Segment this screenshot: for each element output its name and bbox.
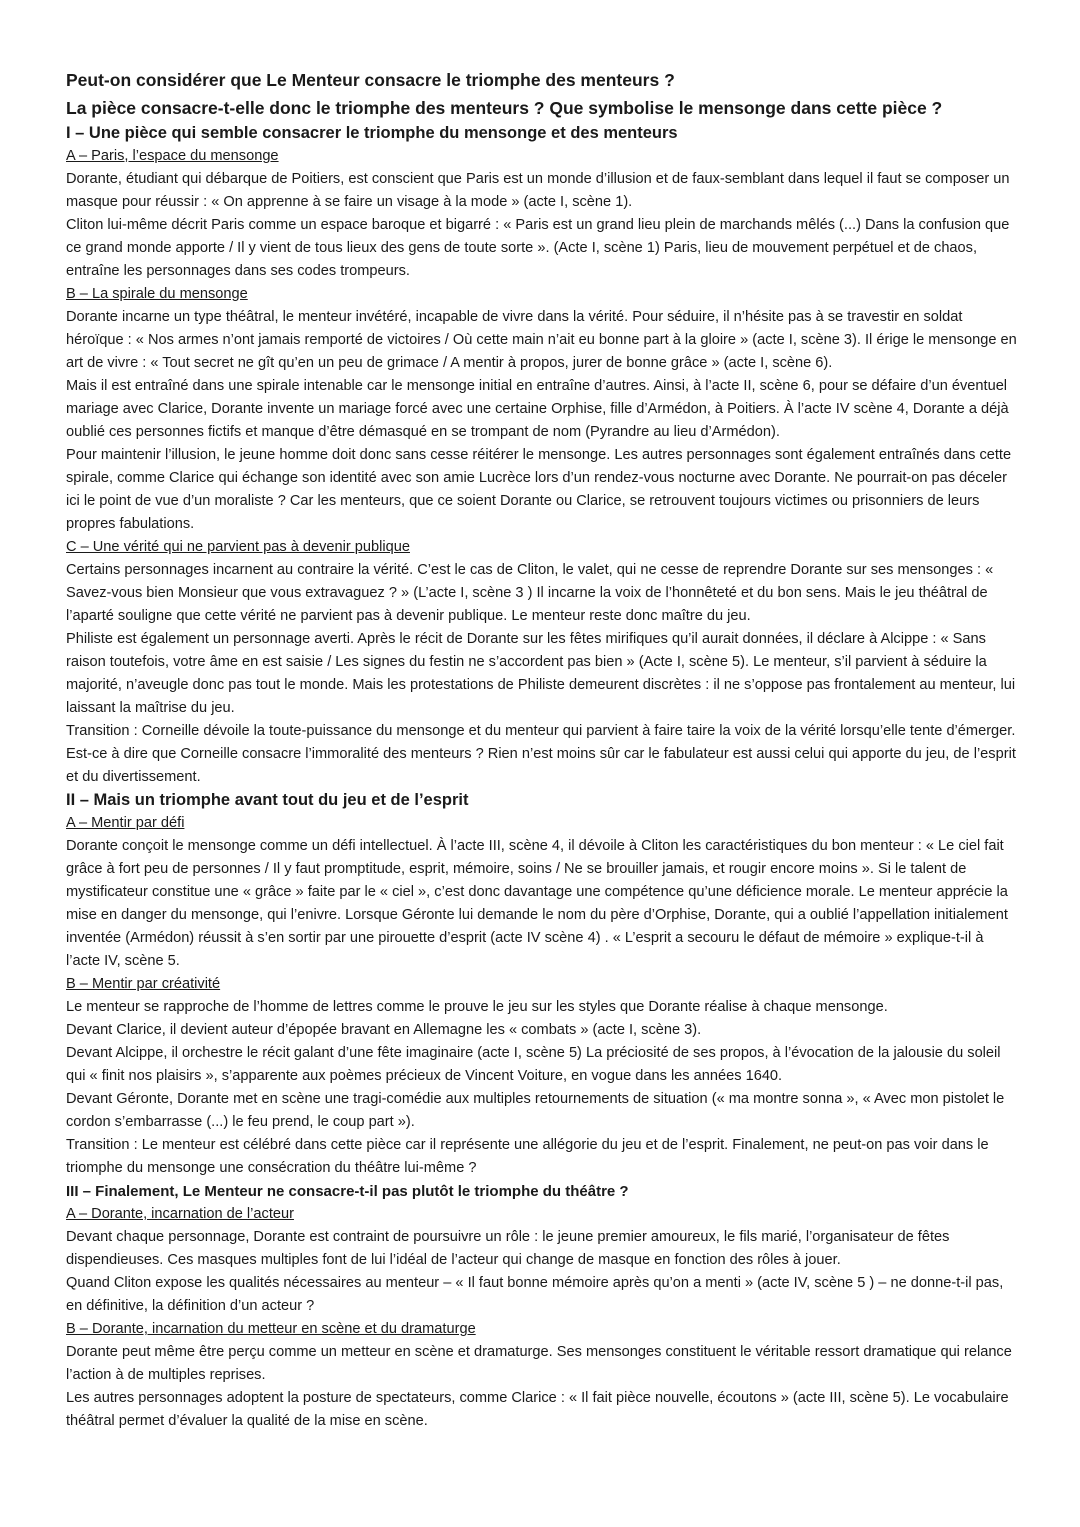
- part-3-b-subheading: B – Dorante, incarnation du metteur en scène et du dramaturge: [66, 1321, 476, 1337]
- part-2-a-subheading: A – Mentir par défi: [66, 815, 185, 831]
- transition-paragraph: Transition : Corneille dévoile la toute-puissance du mensonge et du menteur qui parvient à faire taire la voix de la vérité lorsqu’elle tente d’émerger. Est-ce à dire que Corneille consacre l’immoralité des menteurs ? Rien n’est moins sûr car le fabulateur est aussi celui qui apporte du jeu, de l’esprit et du divertissement.: [66, 723, 1016, 785]
- paragraph: Pour maintenir l’illusion, le jeune homme doit donc sans cesse réitérer le mensonge. Les autres personnages sont également entraînés dans cette spirale, comme Clarice qui échange son identité avec son amie Lucrèce lors d’un rendez-vous nocturne avec Dorante. Ne pourrait-on pas déceler ici le point de vue d’un moraliste ? Car les menteurs, que ce soient Dorante ou Clarice, se retrouvent toujours victimes ou prisonniers de leurs propres fabulations.: [66, 447, 1012, 532]
- paragraph: Le menteur se rapproche de l’homme de lettres comme le prouve le jeu sur les styles que Dorante réalise à chaque mensonge.: [66, 999, 888, 1015]
- paragraph: Dorante incarne un type théâtral, le menteur invétéré, incapable de vivre dans la vérité. Pour séduire, il n’hésite pas à se travestir en soldat héroïque : « Nos armes n’ont jamais remporté de victoires / Où cette main n’ait eu bonne part à la gloire » (acte I, scène 3). Il érige le mensonge en art de vivre : « Tout secret ne gît qu’en un peu de grimace / A mentir à propos, jurer de bonne grâce » (acte I, scène 6).: [66, 309, 1017, 371]
- paragraph: Certains personnages incarnent au contraire la vérité. C’est le cas de Cliton, le valet, qui ne cesse de reprendre Dorante sur ses mensonges : « Savez-vous bien Monsieur que vous extravaguez ? » (L’acte I, scène 3 ) Il incarne la voix de l’honnêteté et du bon sens. Mais le jeu théâtral de l’aparté souligne que cette vérité ne parvient pas à devenir publique. Le menteur reste donc maître du jeu.: [66, 562, 994, 624]
- paragraph: Philiste est également un personnage averti. Après le récit de Dorante sur les fêtes mirifiques qu’il aurait données, il déclare à Alcippe : « Sans raison toutefois, votre âme en est saisie / Les signes du festin ne s’accordent pas bien » (Acte I, scène 5). Le menteur, s’il parvient à séduire la majorité, n’aveugle donc pas tout le monde. Mais les protestations de Philiste demeurent discrètes : il ne s’oppose pas frontalement au menteur, lui laissant la maîtrise du jeu.: [66, 631, 1016, 716]
- part-1-a-subheading: A – Paris, l’espace du mensonge: [66, 148, 279, 164]
- problematic-question-2: La pièce consacre-t-elle donc le triomphe des menteurs ? Que symbolise le mensonge dans cette pièce ?: [66, 98, 943, 118]
- part-1-c-subheading: C – Une vérité qui ne parvient pas à devenir publique: [66, 539, 410, 555]
- paragraph: Dorante peut même être perçu comme un metteur en scène et dramaturge. Ses mensonges constituent le véritable ressort dramatique qui relance l’action à de multiples reprises.: [66, 1344, 1012, 1383]
- paragraph: Devant chaque personnage, Dorante est contraint de poursuivre un rôle : le jeune premier amoureux, le fils marié, l’organisateur de fêtes dispendieuses. Ces masques multiples font de lui l’idéal de l’acteur qui change de masque en fonction des rôles à jouer.: [66, 1229, 950, 1268]
- problematic-question-1: Peut-on considérer que Le Menteur consacre le triomphe des menteurs ?: [66, 70, 675, 90]
- transition-paragraph: Transition : Le menteur est célébré dans cette pièce car il représente une allégorie du jeu et de l’esprit. Finalement, ne peut-on pas voir dans le triomphe du mensonge une consécration du théâtre lui-même ?: [66, 1137, 989, 1176]
- paragraph: Quand Cliton expose les qualités nécessaires au menteur – « Il faut bonne mémoire après qu’on a menti » (acte IV, scène 5 ) – ne donne-t-il pas, en définitive, la définition d’un acteur ?: [66, 1275, 1004, 1314]
- paragraph: Dorante conçoit le mensonge comme un défi intellectuel. À l’acte III, scène 4, il dévoile à Cliton les caractéristiques du bon menteur : « Le ciel fait grâce à fort peu de personnes / Il y faut promptitude, esprit, mémoire, soins / Ne se brouiller jamais, et rougir encore moins ». Si le talent de mystificateur constitue une « grâce » faite par le « ciel », c’est donc davantage une compétence qu’une déficience morale. Le menteur apprécie la mise en danger du mensonge, qui l’enivre. Lorsque Géronte lui demande le nom du père d’Orphise, Dorante, qui a oublié l’appellation initialement inventée (Armédon) réussit à s’en sortir par une pirouette d’esprit (acte IV scène 4) . « L’esprit a secouru le défaut de mémoire » explique-t-il à l’acte IV, scène 5.: [66, 838, 1008, 969]
- paragraph: Mais il est entraîné dans une spirale intenable car le mensonge initial en entraîne d’autres. Ainsi, à l’acte II, scène 6, pour se défaire d’un éventuel mariage avec Clarice, Dorante invente un mariage forcé avec une certaine Orphise, fille d’Armédon, à Poitiers. À l’acte IV scène 4, Dorante a déjà oublié ces personnes fictifs et manque d’être démasqué en se trompant de nom (Pyrandre au lieu d’Armédon).: [66, 378, 1009, 440]
- part-2-b-subheading: B – Mentir par créativité: [66, 976, 221, 992]
- paragraph: Devant Clarice, il devient auteur d’épopée bravant en Allemagne les « combats » (acte I, scène 3).: [66, 1022, 702, 1038]
- paragraph: Dorante, étudiant qui débarque de Poitiers, est conscient que Paris est un monde d’illusion et de faux-semblant dans lequel il faut se composer un masque pour réussir : « On apprenne à se faire un visage à la mode » (acte I, scène 1).: [66, 171, 1010, 210]
- part-2-heading: II – Mais un triomphe avant tout du jeu et de l’esprit: [66, 791, 469, 809]
- paragraph: Cliton lui-même décrit Paris comme un espace baroque et bigarré : « Paris est un grand lieu plein de marchands mêlés (...) Dans la confusion que ce grand monde apporte / Il y vient de tous lieux des gens de toute sorte ». (Acte I, scène 1) Paris, lieu de mouvement perpétuel et de chaos, entraîne les personnages dans ses codes trompeurs.: [66, 217, 1010, 279]
- paragraph: Les autres personnages adoptent la posture de spectateurs, comme Clarice : « Il fait pièce nouvelle, écoutons » (acte III, scène 5). Le vocabulaire théâtral permet d’évaluer la qualité de la mise en scène.: [66, 1390, 1009, 1429]
- part-3-heading: III – Finalement, Le Menteur ne consacre-t-il pas plutôt le triomphe du théâtre ?: [66, 1183, 629, 1200]
- part-3-a-subheading: A – Dorante, incarnation de l’acteur: [66, 1206, 294, 1222]
- paragraph: Devant Géronte, Dorante met en scène une tragi-comédie aux multiples retournements de situation (« ma montre sonna », « Avec mon pistolet le cordon s’embarrasse (...) le feu prend, le coup part »).: [66, 1091, 1005, 1130]
- part-1-b-subheading: B – La spirale du mensonge: [66, 286, 248, 302]
- part-1-heading: I – Une pièce qui semble consacrer le triomphe du mensonge et des menteurs: [66, 124, 678, 142]
- paragraph: Devant Alcippe, il orchestre le récit galant d’une fête imaginaire (acte I, scène 5) La préciosité de ses propos, à l’évocation de la jalousie du soleil qui « finit nos plaisirs », s’apparente aux poèmes précieux de Vincent Voiture, en vogue dans les années 1640.: [66, 1045, 1001, 1084]
